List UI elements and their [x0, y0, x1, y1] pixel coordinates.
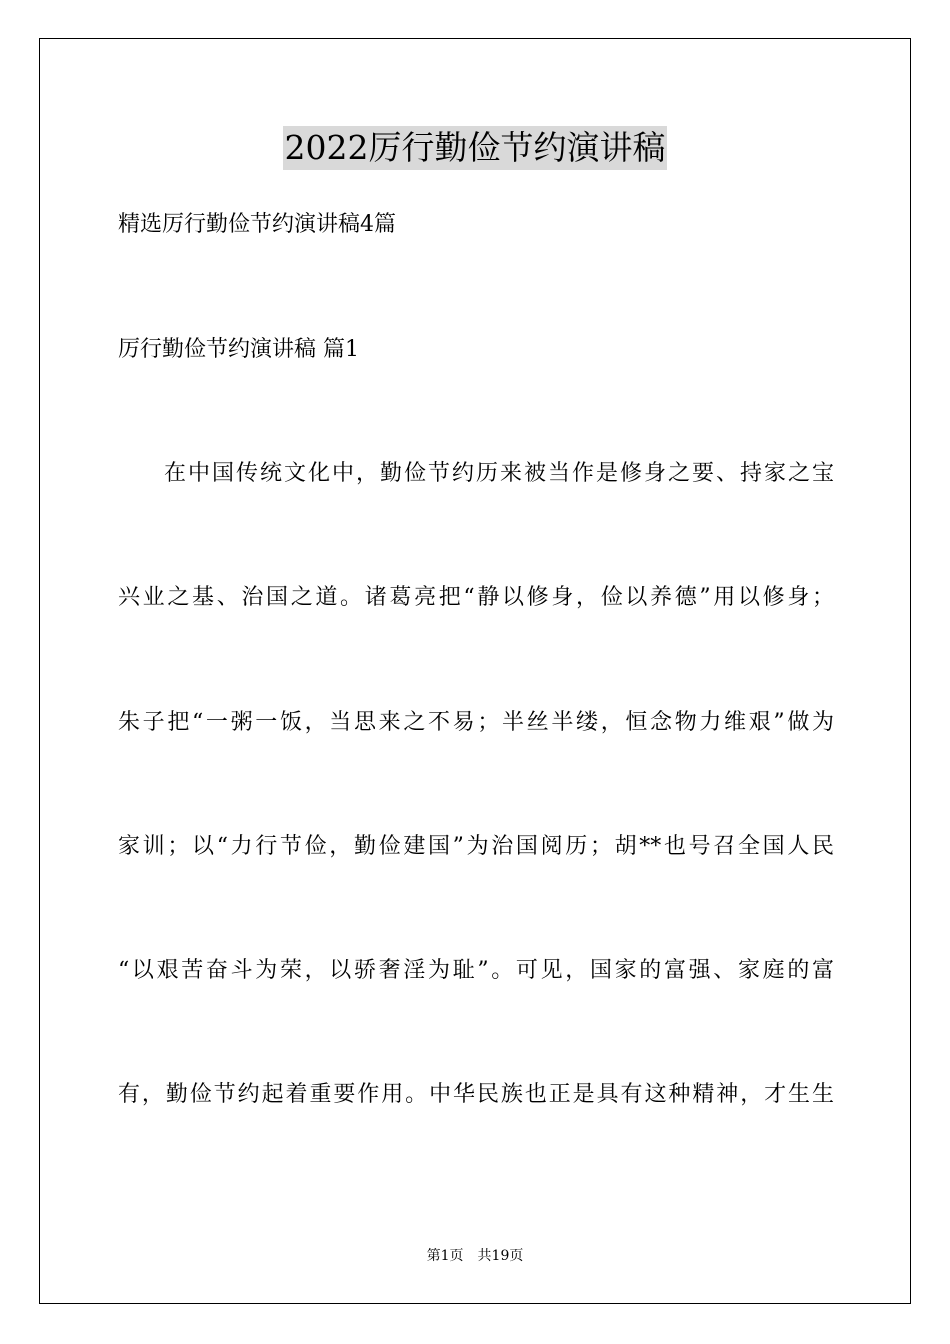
- body-line: 朱子把“一粥一饭，当思来之不易；半丝半缕，恒念物力维艰”做为: [118, 710, 834, 735]
- page-number-total: 共19页: [477, 1248, 524, 1264]
- document-title-block: [0, 126, 950, 170]
- page-number-current: 第1页: [426, 1248, 464, 1264]
- body-line: “以艰苦奋斗为荣，以骄奢淫为耻”。可见，国家的富强、家庭的富: [118, 958, 834, 983]
- body-line: 家训；以“力行节俭，勤俭建国”为治国阅历；胡**也号召全国人民: [118, 834, 834, 859]
- body-line: 在中国传统文化中，勤俭节约历来被当作是修身之要、持家之宝: [164, 461, 834, 486]
- body-line: 兴业之基、治国之道。诸葛亮把“静以修身，俭以养德”用以修身；: [118, 585, 834, 610]
- body-line: 有，勤俭节约起着重要作用。中华民族也正是具有这种精神，才生生: [118, 1082, 834, 1107]
- page-footer: [0, 1247, 950, 1265]
- section-heading: 厉行勤俭节约演讲稿 篇1: [118, 337, 359, 362]
- document-subtitle: 精选厉行勤俭节约演讲稿4篇: [118, 212, 396, 237]
- document-title: 2022厉行勤俭节约演讲稿: [283, 126, 668, 170]
